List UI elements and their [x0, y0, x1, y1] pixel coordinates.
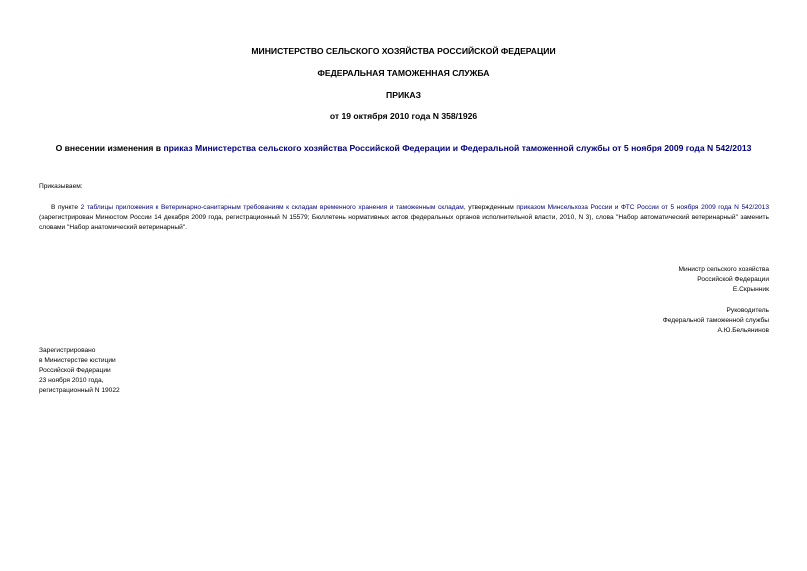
paragraph-text-a: В пункте	[51, 204, 81, 211]
registration-line1: Зарегистрировано	[39, 347, 96, 354]
registration-line3: Российской Федерации	[39, 367, 111, 374]
table-appendix-link[interactable]: 2 таблицы приложения к Ветеринарно-санитарным требованиям к складам временного хранения и таможенным складам	[80, 204, 464, 211]
ministry-heading: МИНИСТЕРСТВО СЕЛЬСКОГО ХОЗЯЙСТВА РОССИЙСКОЙ ФЕДЕРАЦИИ	[251, 46, 556, 56]
minister-name: Е.Скрынник	[732, 286, 769, 293]
service-heading: ФЕДЕРАЛЬНАЯ ТАМОЖЕННАЯ СЛУЖБА	[317, 68, 490, 78]
minister-position-line1: Министр сельского хозяйства	[678, 266, 769, 273]
minister-position-line2: Российской Федерации	[697, 276, 769, 283]
doc-type-heading: ПРИКАЗ	[386, 90, 421, 100]
customs-head-signature-block	[663, 306, 769, 336]
registration-block	[39, 346, 120, 396]
order-paragraph	[39, 203, 769, 233]
title-order-link[interactable]: приказ Министерства сельского хозяйства Российской Федерации и Федеральной таможенной службы от 5 ноября 2009 года N 542/2013	[163, 143, 752, 153]
document-title	[0, 143, 807, 154]
paragraph-text-b: , утвержденным	[463, 204, 517, 211]
intro-text: Приказываем:	[39, 183, 83, 190]
title-prefix: О внесении изменения в	[55, 143, 164, 153]
minister-signature-block	[678, 265, 769, 295]
order-542-link[interactable]: приказом Минсельхоза России и ФТС России от 5 ноября 2009 года N 542/2013	[516, 204, 769, 211]
registration-line4: 23 ноября 2010 года,	[39, 377, 104, 384]
head-position-line2: Федеральной таможенной службы	[662, 317, 769, 324]
head-position-line1: Руководитель	[726, 307, 769, 314]
paragraph-text-c: (зарегистрирован Минюстом России 14 декабря 2009 года, регистрационный N 15579; Бюллетень нормативных актов федеральных органов исполнительной власти, 2010, N 3), слова "Набор автоматический ветеринарный" заменить словами "Набор анатомический ветеринарный".	[39, 214, 769, 231]
doc-date-heading: от 19 октября 2010 года N 358/1926	[329, 111, 478, 121]
registration-line2: в Министерстве юстиции	[39, 357, 116, 364]
head-name: А.Ю.Бельянинов	[717, 327, 769, 334]
registration-line5: регистрационный N 19022	[39, 387, 120, 394]
